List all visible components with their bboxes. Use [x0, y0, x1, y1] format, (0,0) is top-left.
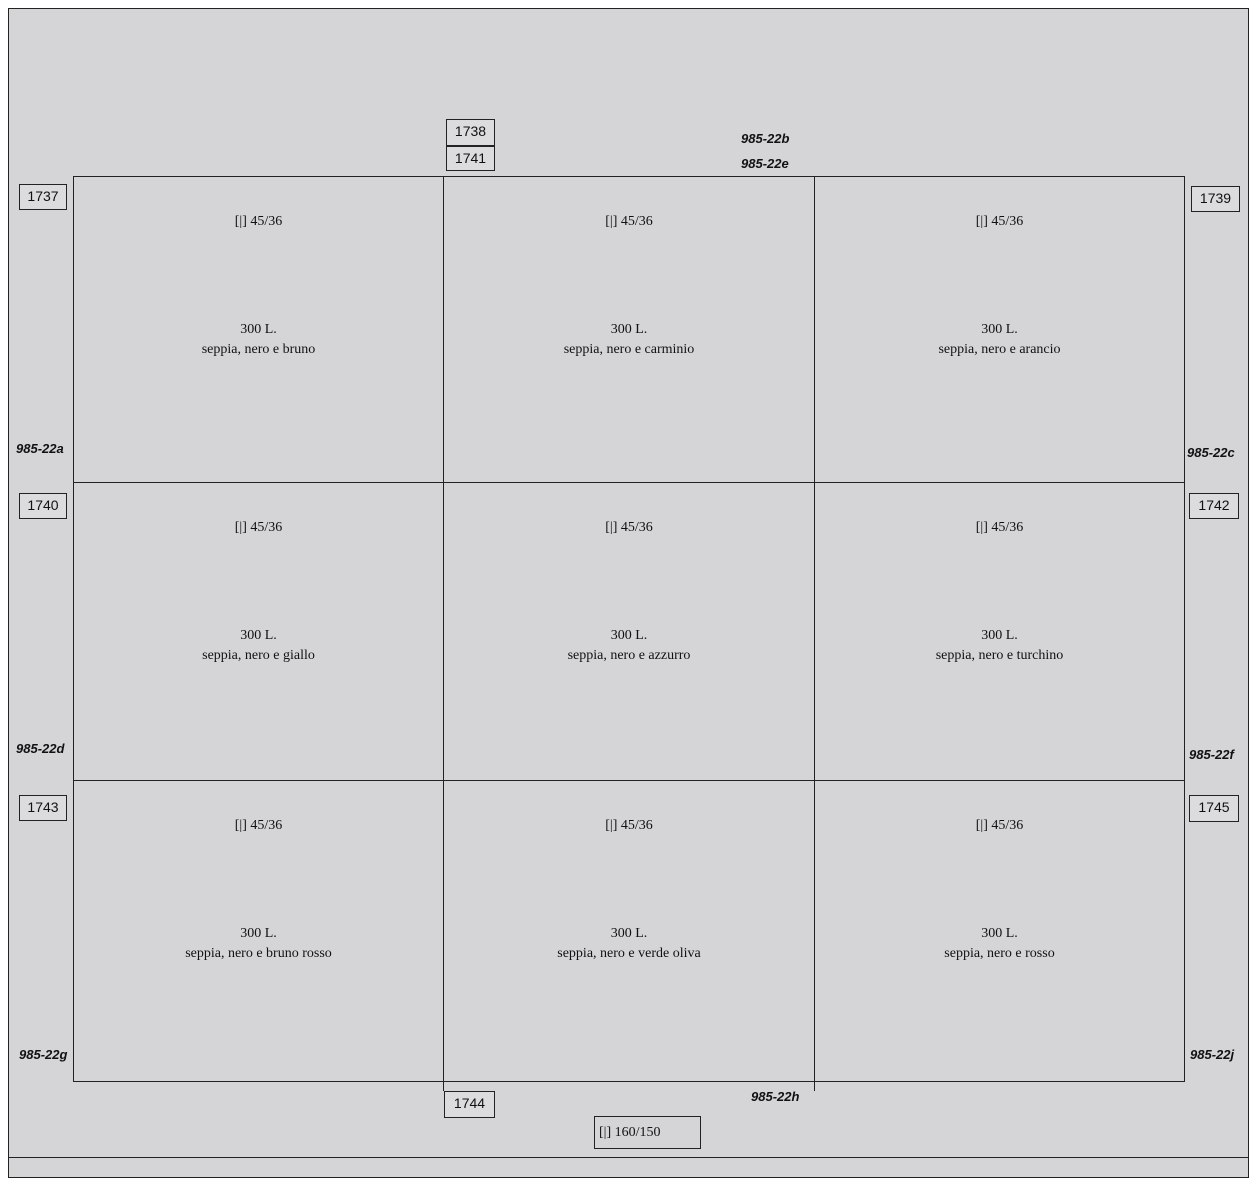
stamp-dimensions: [|] 45/36	[975, 214, 1024, 229]
stamp-quantity-block	[815, 320, 1184, 360]
stamp-quantity-block	[815, 924, 1184, 964]
stamp-dimensions: [|] 45/36	[975, 520, 1024, 535]
stamp-quantity: 300 L.	[240, 628, 277, 643]
stamp-dimensions: [|] 45/36	[234, 818, 283, 833]
stamp-grid	[73, 176, 1185, 1082]
stamp-colors: seppia, nero e giallo	[202, 648, 315, 663]
stamp-cell-1[interactable]	[74, 177, 443, 482]
code-985-22a: 985-22a	[16, 441, 64, 456]
stamp-dimensions: [|] 45/36	[975, 818, 1024, 833]
stamp-quantity: 300 L.	[610, 926, 648, 941]
stamp-quantity-block	[444, 924, 814, 964]
code-985-22d: 985-22d	[16, 741, 65, 756]
sheet-bottom-rule	[8, 1157, 1249, 1158]
catalog-number-1739: 1739	[1191, 186, 1240, 212]
stamp-quantity: 300 L.	[981, 322, 1018, 337]
stamp-cell-9[interactable]	[815, 781, 1184, 1081]
stamp-quantity: 300 L.	[981, 628, 1018, 643]
stamp-quantity-block	[815, 626, 1184, 666]
code-985-22b: 985-22b	[741, 131, 790, 146]
stamp-cell-2[interactable]	[444, 177, 814, 482]
stamp-dimensions: [|] 45/36	[605, 818, 653, 833]
stamp-quantity: 300 L.	[240, 926, 277, 941]
stamp-quantity-block	[444, 626, 814, 666]
stamp-cell-5[interactable]	[444, 483, 814, 780]
stamp-quantity-block	[74, 924, 443, 964]
stamp-dimensions: [|] 45/36	[234, 214, 283, 229]
catalog-number-1743: 1743	[19, 795, 67, 821]
stamp-cell-8[interactable]	[444, 781, 814, 1081]
catalog-number-1742: 1742	[1189, 493, 1239, 519]
catalog-number-1740: 1740	[19, 493, 67, 519]
stamp-colors: seppia, nero e carminio	[563, 342, 695, 357]
catalog-number-1738: 1738	[446, 119, 495, 146]
stamp-colors: seppia, nero e arancio	[938, 342, 1061, 357]
catalog-number-1737: 1737	[19, 184, 67, 210]
stamp-cell-6[interactable]	[815, 483, 1184, 780]
stamp-colors: seppia, nero e bruno rosso	[185, 946, 332, 961]
stamp-dimensions: [|] 45/36	[605, 214, 653, 229]
code-985-22c: 985-22c	[1187, 445, 1235, 460]
stamp-dimensions: [|] 45/36	[234, 520, 283, 535]
stamp-cell-3[interactable]	[815, 177, 1184, 482]
stamp-quantity: 300 L.	[610, 628, 648, 643]
stamp-cell-7[interactable]	[74, 781, 443, 1081]
code-985-22f: 985-22f	[1189, 747, 1234, 762]
code-985-22j: 985-22j	[1190, 1047, 1235, 1062]
stamp-colors: seppia, nero e verde oliva	[557, 946, 701, 961]
code-985-22e: 985-22e	[741, 156, 789, 171]
stamp-colors: seppia, nero e rosso	[944, 946, 1055, 961]
stamp-colors: seppia, nero e azzurro	[567, 648, 691, 663]
code-985-22h: 985-22h	[751, 1089, 800, 1104]
stamp-cell-4[interactable]	[74, 483, 443, 780]
stamp-quantity-block	[74, 320, 443, 360]
stamp-quantity: 300 L.	[240, 322, 277, 337]
stamp-colors: seppia, nero e turchino	[935, 648, 1064, 663]
sheet-size-label: [|] 160/150	[594, 1116, 701, 1149]
stamp-quantity: 300 L.	[610, 322, 648, 337]
stamp-quantity: 300 L.	[981, 926, 1018, 941]
catalog-number-1745: 1745	[1189, 795, 1239, 822]
stamp-dimensions: [|] 45/36	[605, 520, 653, 535]
code-985-22g: 985-22g	[19, 1047, 68, 1062]
catalog-number-1744: 1744	[444, 1091, 495, 1118]
stamp-colors: seppia, nero e bruno	[201, 342, 316, 357]
stamp-quantity-block	[74, 626, 443, 666]
stamp-quantity-block	[444, 320, 814, 360]
catalog-number-1741: 1741	[446, 146, 495, 171]
